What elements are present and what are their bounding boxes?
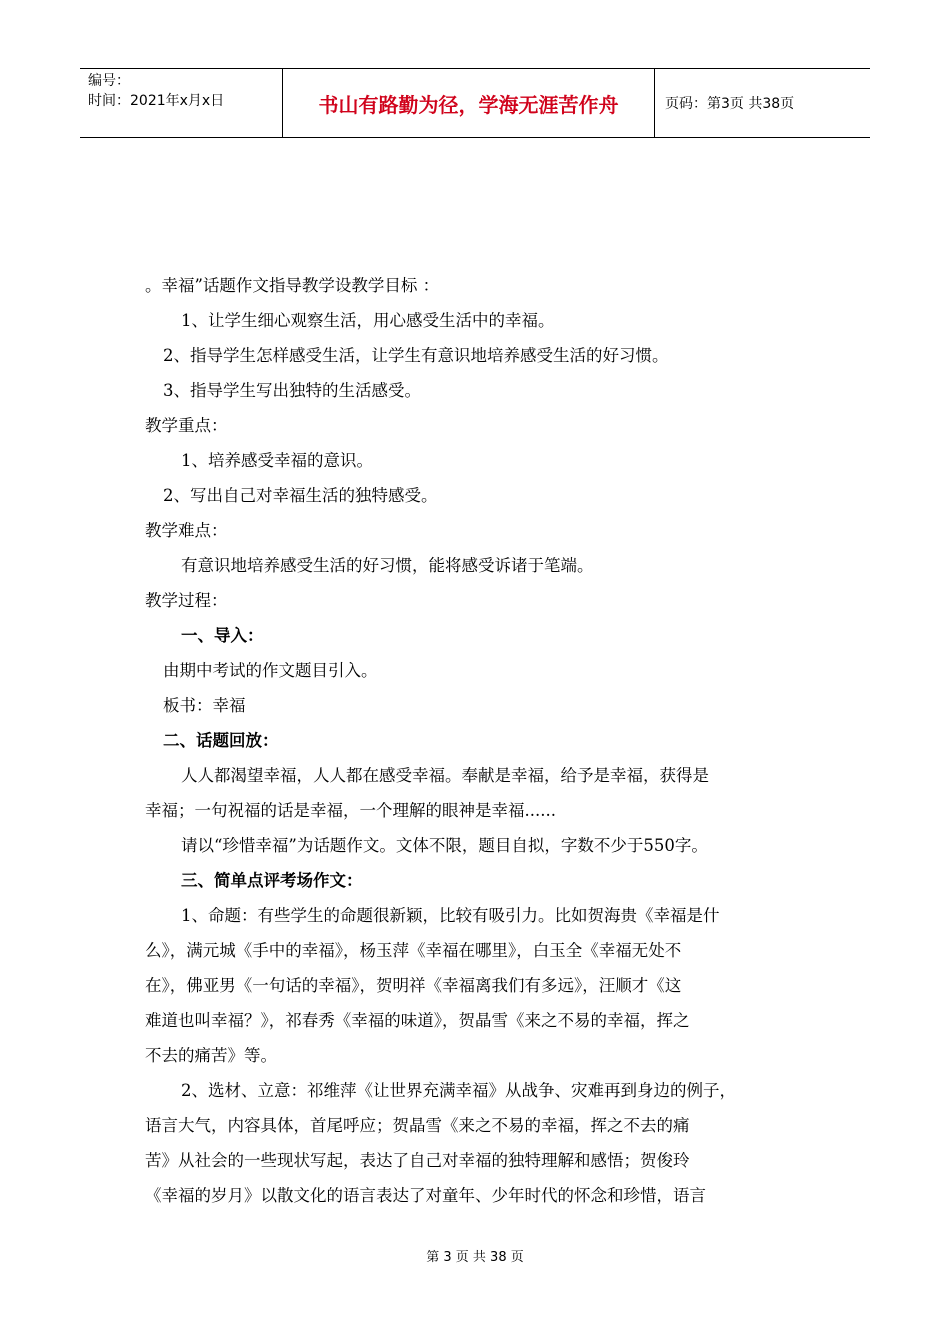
process-heading: 教学过程： [145,591,228,610]
section-3-p1-l5: 不去的痛苦》等。 [145,1046,277,1065]
section-3-p1-l2: 么》，满元城《手中的幸福》，杨玉萍《幸福在哪里》，白玉全《幸福无处不 [145,941,682,960]
section-3-p2-l4: 《幸福的岁月》以散文化的语言表达了对童年、少年时代的怀念和珍惜，语言 [145,1186,706,1205]
difficulty-heading: 教学难点： [145,521,228,540]
section-1-text: 由期中考试的作文题目引入。 [163,661,378,680]
key-points-heading: 教学重点： [145,416,228,435]
goal-1: 1、让学生细心观察生活，用心感受生活中的幸福。 [181,311,555,330]
section-1-heading: 一、导入： [181,626,264,645]
section-2-para-1a: 人人都渴望幸福，人人都在感受幸福。奉献是幸福，给予是幸福，获得是 [181,766,709,785]
section-3-heading: 三、简单点评考场作文： [181,871,363,890]
goal-2: 2、指导学生怎样感受生活，让学生有意识地培养感受生活的好习惯。 [163,346,669,365]
section-3-p2-l3: 苦》从社会的一些现状写起，表达了自己对幸福的独特理解和感悟；贺俊玲 [145,1151,690,1170]
page-header [80,68,870,138]
difficulty-text: 有意识地培养感受生活的好习惯，能将感受诉诸于笔端。 [181,556,594,575]
key-point-1: 1、培养感受幸福的意识。 [181,451,373,470]
header-motto: 书山有路勤为径，学海无涯苦作舟 [282,69,655,137]
section-2-para-1b: 幸福；一句祝福的话是幸福，一个理解的眼神是幸福...... [145,801,556,820]
header-meta [80,69,282,137]
goal-3: 3、指导学生写出独特的生活感受。 [163,381,421,400]
number-label: 编号： [88,73,130,89]
board-writing: 板书：幸福 [163,696,246,715]
section-3-p1-l4: 难道也叫幸福？》，祁春秀《幸福的味道》，贺晶雪《来之不易的幸福，挥之 [145,1011,690,1030]
intro-line: 。幸福”话题作文指导教学设教学目标 ： [145,276,440,295]
header-page-code: 页码：第3页 共38页 [665,96,795,112]
section-3-p1-l3: 在》，佛亚男《一句话的幸福》，贺明祥《幸福离我们有多远》，汪顺才《这 [145,976,682,995]
section-2-heading: 二、话题回放： [163,731,279,750]
section-2-para-2: 请以“珍惜幸福”为话题作文。文体不限，题目自拟，字数不少于550字。 [181,836,708,855]
key-point-2: 2、写出自己对幸福生活的独特感受。 [163,486,438,505]
page-footer: 第 3 页 共 38 页 [426,1250,524,1265]
section-3-p2-l1: 2、选材、立意：祁维萍《让世界充满幸福》从战争、灾难再到身边的例子， [181,1081,736,1100]
section-3-p2-l2: 语言大气，内容具体，首尾呼应；贺晶雪《来之不易的幸福，挥之不去的痛 [145,1116,690,1135]
document-body [145,268,825,1213]
time-label: 时间：2021年x月x日 [88,93,225,109]
section-3-p1-l1: 1、命题：有些学生的命题很新颖，比较有吸引力。比如贺海贵《幸福是什 [181,906,720,925]
